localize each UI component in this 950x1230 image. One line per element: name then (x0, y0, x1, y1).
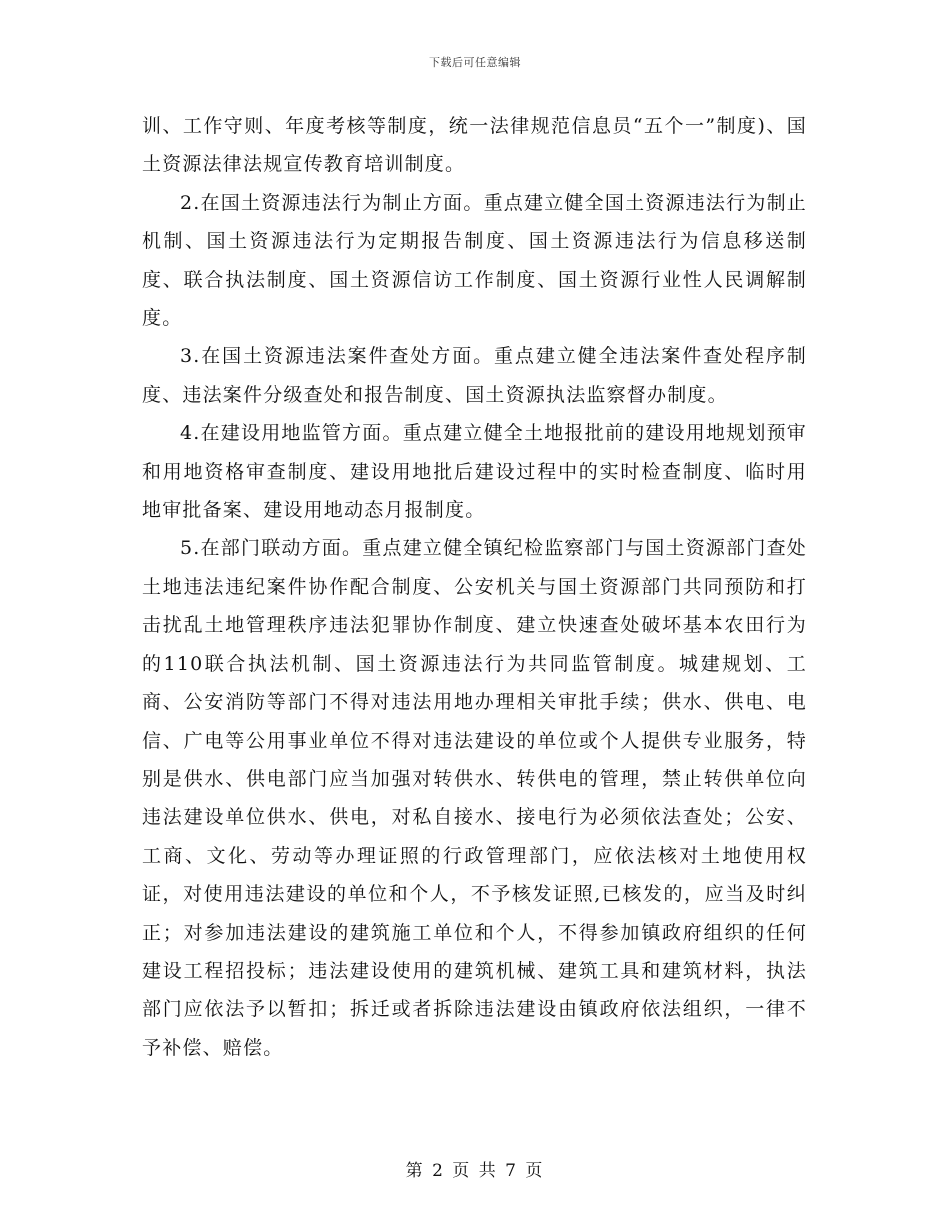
paragraph-item-3: 3.在国土资源违法案件查处方面。重点建立健全违法案件查处程序制度、违法案件分级查处和报告制度、国土资源执法监察督办制度。 (142, 345, 807, 406)
page-header: 下载后可任意编辑 (429, 56, 521, 69)
paragraph-continuation: 训、工作守则、年度考核等制度，统一法律规范信息员“五个一”制度)、国土资源法律法规宣传教育培训制度。 (142, 115, 807, 176)
paragraph-item-2: 2.在国土资源违法行为制止方面。重点建立健全国土资源违法行为制止机制、国土资源违法行为定期报告制度、国土资源违法行为信息移送制度、联合执法制度、国土资源信访工作制度、国土资源行业性人民调解制度。 (142, 191, 807, 330)
document-body (142, 107, 807, 1067)
paragraph-item-5: 5.在部门联动方面。重点建立健全镇纪检监察部门与国土资源部门查处土地违法违纪案件协作配合制度、公安机关与国土资源部门共同预防和打击扰乱土地管理秩序违法犯罪协作制度、建立快速查处破坏基本农田行为的110联合执法机制、国土资源违法行为共同监管制度。城建规划、工商、公安消防等部门不得对违法用地办理相关审批手续；供水、供电、电信、广电等公用事业单位不得对违法建设的单位或个人提供专业服务，特别是供水、供电部门应当加强对转供水、转供电的管理，禁止转供单位向违法建设单位供水、供电，对私自接水、接电行为必须依法查处；公安、工商、文化、劳动等办理证照的行政管理部门，应依法核对土地使用权证，对使用违法建设的单位和个人，不予核发证照,已核发的，应当及时纠正；对参加违法建设的建筑施工单位和个人，不得参加镇政府组织的任何建设工程招投标；违法建设使用的建筑机械、建筑工具和建筑材料，执法部门应依法予以暂扣；拆迁或者拆除违法建设由镇政府依法组织，一律不予补偿、赔偿。 (142, 537, 807, 1059)
paragraph-item-4: 4.在建设用地监管方面。重点建立健全土地报批前的建设用地规划预审和用地资格审查制度、建设用地批后建设过程中的实时检查制度、临时用地审批备案、建设用地动态月报制度。 (142, 422, 807, 522)
page-number-footer: 第 2 页 共 7 页 (405, 1161, 545, 1181)
